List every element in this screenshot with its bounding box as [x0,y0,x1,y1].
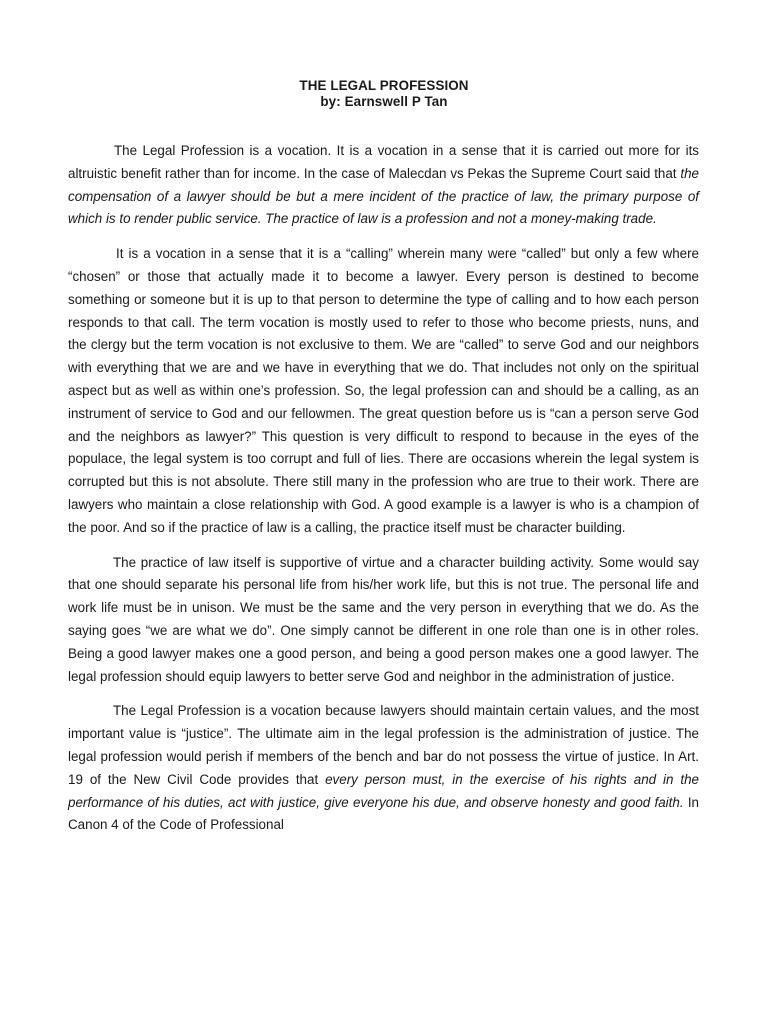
paragraph-4-run-2: every person must, in the exercise of his rights and in the performance of his duties, act with justice, give everyone his due, and observe honesty and good faith. [68,771,699,810]
paragraph-1-run-2: the compensation of a lawyer should be but a mere incident of the practice of law, the primary purpose of which is to render public service. The practice of law is a profession and not a money-making trade. [68,165,699,227]
paragraph-3 [68,552,699,689]
document-byline: by: Earnswell P Tan [320,94,448,109]
document-header [0,78,768,110]
paragraph-4 [68,700,699,837]
paragraph-4-run-1: The Legal Profession is a vocation because lawyers should maintain certain values, and the most important value is “justice”. The ultimate aim in the legal profession is the administration of justice. The legal profession would perish if members of the bench and bar do not possess the virtue of justice. In Art. 19 of the New Civil Code provides that [68,703,699,787]
document-body [68,140,699,849]
paragraph-1-run-1: The Legal Profession is a vocation. It is a vocation in a sense that it is carried out more for its altruistic benefit rather than for income. In the case of Malecdan vs Pekas the Supreme Court said that [68,143,699,181]
paragraph-3-run-1: The practice of law itself is supportive of virtue and a character building activity. Some would say that one should separate his personal life from his/her work life, but this is not true. The personal life and work life must be in unison. We must be the same and the very person in everything that we do. As the saying goes “we are what we do”. One simply cannot be different in one role than one is in other roles. Being a good lawyer makes one a good person, and being a good person makes one a good lawyer. The legal profession should equip lawyers to better serve God and neighbor in the administration of justice. [68,554,699,684]
paragraph-2-run-1: It is a vocation in a sense that it is a “calling” wherein many were “called” but only a few where “chosen” or those that actually made it to become a lawyer. Every person is destined to become something or someone but it is up to that person to determine the type of calling and to how each person responds to that call. The term vocation is mostly used to refer to those who become priests, nuns, and the clergy but the term vocation is not exclusive to them. We are “called” to serve God and our neighbors with everything that we are and we have in everything that we do. That includes not only on the spiritual aspect but as well as within one’s profession. So, the legal profession can and should be a calling, as an instrument of service to God and our fellowmen. The great question before us is “can a person serve God and the neighbors as lawyer?” This question is very difficult to respond to because in the eyes of the populace, the legal system is too corrupt and full of lies. There are occasions wherein the legal system is corrupted but this is not absolute. There still many in the profession who are true to their work. There are lawyers who maintain a close relationship with God. A good example is a lawyer is who is a champion of the poor. And so if the practice of law is a calling, the practice itself must be character building. [68,246,699,535]
paragraph-2 [68,243,699,539]
paragraph-4-run-3: In Canon 4 of the Code of Professional [68,794,699,833]
paragraph-1 [68,140,699,231]
document-title: THE LEGAL PROFESSION [299,78,469,93]
